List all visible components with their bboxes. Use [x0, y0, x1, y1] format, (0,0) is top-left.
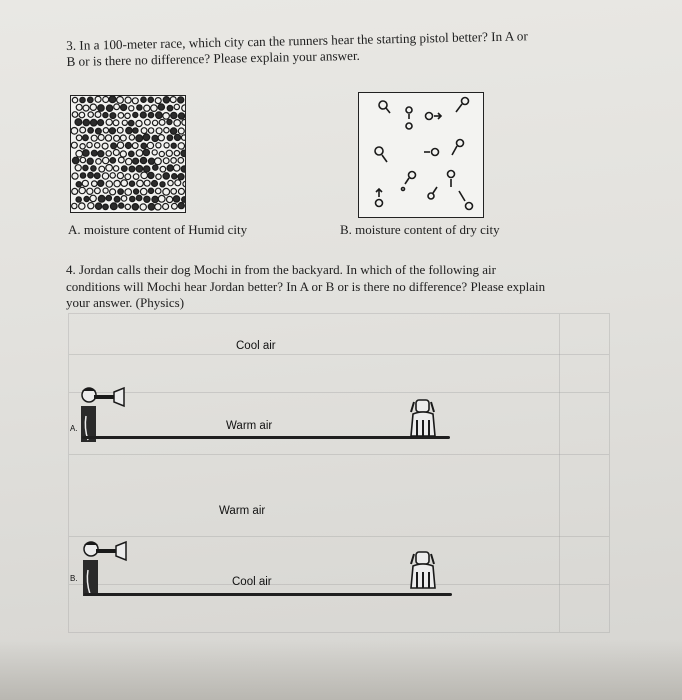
water-molecule — [171, 143, 176, 148]
water-molecule — [95, 112, 101, 118]
question-3-line-1: 3. In a 100-meter race, which city can the runners hear the starting pistol better? In A or — [66, 28, 528, 53]
water-molecule — [87, 188, 93, 194]
water-molecule — [148, 97, 153, 102]
water-molecule — [79, 203, 85, 209]
water-molecule — [90, 104, 96, 110]
water-molecule — [111, 143, 117, 149]
sparse-molecules-illustration — [359, 93, 483, 217]
water-molecule — [103, 188, 108, 193]
water-molecule — [148, 112, 153, 117]
water-molecule — [103, 128, 108, 133]
water-molecule — [129, 135, 134, 140]
water-molecule — [159, 151, 164, 156]
water-molecule — [122, 120, 127, 125]
water-molecule — [175, 180, 181, 186]
bleed-through-table — [68, 313, 610, 633]
molecule-11 — [448, 171, 455, 188]
water-molecule — [95, 203, 101, 209]
water-molecule — [152, 135, 158, 141]
water-molecule — [103, 204, 109, 210]
water-molecule — [114, 196, 120, 202]
option-b-bottom-air-label: Cool air — [232, 576, 272, 588]
water-molecule — [172, 203, 178, 209]
water-molecule — [80, 97, 85, 102]
water-molecule — [90, 119, 97, 126]
water-molecule — [174, 134, 180, 140]
water-molecule — [155, 158, 162, 165]
water-molecule — [129, 181, 134, 186]
water-molecule — [72, 203, 77, 208]
water-molecule — [80, 157, 85, 162]
water-molecule — [83, 150, 90, 157]
water-molecule — [178, 113, 184, 119]
question-4-line-1: 4. Jordan calls their dog Mochi in from the backyard. In which of the following air — [66, 262, 496, 277]
water-molecule — [182, 120, 185, 126]
water-molecule — [136, 150, 143, 157]
water-molecule — [98, 105, 105, 112]
water-molecule — [114, 180, 120, 186]
water-molecule — [126, 158, 132, 164]
water-molecule — [95, 96, 101, 102]
water-molecule — [95, 188, 101, 194]
water-molecule — [80, 144, 85, 149]
humid-city-molecules-panel — [70, 95, 186, 213]
water-molecule — [130, 196, 135, 201]
water-molecule — [170, 128, 176, 134]
water-molecule — [163, 158, 169, 164]
water-molecule — [96, 159, 102, 165]
option-b-letter: B. — [70, 574, 78, 583]
molecule-5 — [375, 147, 387, 162]
water-molecule — [121, 180, 128, 187]
water-molecule — [178, 158, 184, 164]
water-molecule — [163, 204, 169, 210]
water-molecule — [163, 173, 169, 179]
water-molecule — [132, 143, 138, 149]
water-molecule — [121, 104, 127, 110]
water-molecule — [137, 105, 142, 110]
water-molecule — [155, 204, 161, 210]
water-molecule — [125, 189, 132, 196]
molecule-3 — [426, 113, 442, 120]
water-molecule — [90, 195, 96, 201]
water-molecule — [182, 197, 185, 203]
water-molecule — [129, 106, 134, 111]
person-calling-icon — [80, 536, 128, 598]
water-molecule — [174, 120, 181, 127]
water-molecule — [143, 134, 150, 141]
water-molecule — [140, 188, 147, 195]
water-molecule — [156, 128, 162, 134]
molecule-6 — [424, 149, 439, 156]
water-molecule — [72, 173, 78, 179]
water-molecule — [174, 165, 180, 171]
water-molecule — [125, 113, 130, 118]
person-calling-icon — [78, 382, 126, 444]
water-molecule — [110, 203, 117, 210]
water-molecule — [152, 120, 157, 125]
water-molecule — [109, 96, 116, 103]
water-molecule — [76, 182, 81, 187]
water-molecule — [126, 127, 132, 133]
water-molecule — [133, 174, 139, 180]
question-3-line-2: B or is there no difference? Please explain your answer. — [66, 47, 361, 69]
water-molecule — [110, 158, 116, 164]
water-molecule — [98, 120, 104, 126]
water-molecule — [156, 174, 161, 179]
water-molecule — [183, 181, 185, 186]
dog-icon — [405, 549, 443, 593]
water-molecule — [153, 165, 158, 170]
water-molecule — [83, 105, 89, 111]
water-molecule — [88, 128, 94, 134]
water-molecule — [137, 180, 144, 187]
water-molecule — [148, 204, 155, 211]
water-molecule — [88, 203, 94, 209]
water-molecule — [110, 189, 116, 195]
water-molecule — [125, 143, 131, 149]
water-molecule — [136, 120, 142, 126]
water-molecule — [178, 174, 184, 180]
water-molecule — [145, 119, 151, 125]
water-molecule — [98, 195, 105, 202]
water-molecule — [164, 128, 169, 133]
water-molecule — [102, 173, 108, 179]
water-molecule — [163, 97, 169, 103]
water-molecule — [72, 97, 77, 102]
water-molecule — [75, 165, 81, 171]
water-molecule — [80, 173, 85, 178]
molecule-9 — [402, 172, 416, 191]
water-molecule — [72, 188, 78, 194]
water-molecule — [156, 112, 163, 119]
water-molecule — [171, 112, 177, 118]
water-molecule — [178, 203, 184, 209]
water-molecule — [87, 142, 92, 147]
water-molecule — [144, 166, 150, 172]
water-molecule — [148, 172, 154, 178]
water-molecule — [109, 128, 115, 134]
water-molecule — [133, 158, 139, 164]
water-molecule — [152, 150, 157, 155]
water-molecule — [96, 128, 102, 134]
water-molecule — [98, 135, 104, 141]
water-molecule — [133, 112, 138, 117]
water-molecule — [103, 113, 108, 118]
option-a-ground-line — [82, 436, 450, 439]
water-molecule — [106, 151, 111, 156]
water-molecule — [143, 149, 149, 155]
water-molecule — [163, 188, 170, 195]
question-4-line-3: your answer. (Physics) — [66, 295, 185, 310]
water-molecule — [102, 143, 108, 149]
water-molecule — [171, 189, 177, 195]
water-molecule — [76, 150, 83, 157]
caption-dry-city: B. moisture content of dry city — [340, 222, 500, 237]
water-molecule — [140, 157, 146, 163]
water-molecule — [181, 150, 185, 156]
water-molecule — [158, 195, 165, 202]
question-4 — [66, 262, 626, 312]
water-molecule — [83, 165, 88, 170]
water-molecule — [178, 188, 184, 194]
water-molecule — [136, 195, 142, 201]
water-molecule — [174, 151, 179, 156]
water-molecule — [79, 112, 85, 118]
water-molecule — [110, 113, 116, 119]
water-molecule — [88, 97, 94, 103]
water-molecule — [134, 189, 139, 194]
water-molecule — [83, 135, 89, 141]
water-molecule — [160, 166, 166, 172]
water-molecule — [158, 135, 164, 141]
water-molecule — [72, 157, 79, 164]
water-molecule — [129, 166, 135, 172]
water-molecule — [168, 180, 173, 185]
question-4-line-2: conditions will Mochi hear Jordan better? In A or B or is there no difference? Please explain — [66, 278, 546, 294]
water-molecule — [170, 97, 176, 103]
water-molecule — [178, 143, 184, 149]
option-a-letter: A. — [70, 424, 78, 433]
water-molecule — [117, 173, 123, 179]
water-molecule — [132, 204, 138, 210]
water-molecule — [79, 187, 85, 193]
water-molecule — [182, 105, 185, 112]
water-molecule — [91, 150, 97, 156]
water-molecule — [91, 135, 97, 141]
water-molecule — [167, 165, 173, 171]
water-molecule — [114, 104, 120, 110]
water-molecule — [106, 195, 111, 200]
water-molecule — [136, 135, 143, 142]
water-molecule — [125, 204, 130, 209]
water-molecule — [163, 113, 170, 120]
water-molecule — [87, 158, 93, 164]
water-molecule — [76, 104, 82, 110]
molecule-4 — [456, 98, 469, 113]
molecule-12 — [459, 191, 473, 210]
water-molecule — [98, 180, 104, 186]
water-molecule — [172, 174, 177, 179]
water-molecule — [159, 120, 165, 126]
molecule-2 — [406, 107, 412, 129]
water-molecule — [75, 119, 82, 126]
water-molecule — [174, 104, 179, 109]
water-molecule — [166, 150, 172, 156]
water-molecule — [178, 128, 184, 134]
water-molecule — [152, 196, 158, 202]
water-molecule — [158, 104, 164, 110]
molecule-10 — [428, 187, 437, 199]
molecule-7 — [452, 140, 464, 156]
water-molecule — [113, 150, 119, 156]
page-bottom-shadow — [0, 640, 682, 700]
water-molecule — [88, 172, 94, 178]
water-molecule — [141, 143, 147, 149]
water-molecule — [167, 119, 172, 124]
water-molecule — [121, 196, 127, 202]
question-3 — [66, 26, 627, 70]
water-molecule — [98, 151, 104, 157]
dense-molecules-illustration — [71, 96, 185, 212]
water-molecule — [76, 135, 82, 141]
water-molecule — [91, 166, 96, 171]
water-molecule — [147, 142, 153, 148]
water-molecule — [151, 105, 158, 112]
water-molecule — [125, 174, 131, 180]
water-molecule — [84, 196, 89, 201]
water-molecule — [92, 181, 98, 187]
water-molecule — [106, 105, 112, 111]
water-molecule — [120, 151, 126, 157]
molecule-8 — [376, 189, 383, 207]
water-molecule — [181, 135, 185, 140]
water-molecule — [181, 166, 185, 172]
water-molecule — [171, 158, 177, 164]
water-molecule — [141, 97, 146, 102]
option-b-top-air-label: Warm air — [219, 505, 266, 517]
water-molecule — [141, 128, 147, 134]
water-molecule — [140, 204, 146, 210]
water-molecule — [95, 143, 100, 148]
water-molecule — [106, 165, 113, 172]
water-molecule — [105, 135, 111, 141]
water-molecule — [128, 120, 134, 126]
water-molecule — [144, 180, 150, 186]
water-molecule — [141, 172, 148, 179]
water-molecule — [152, 181, 158, 187]
water-molecule — [164, 143, 169, 148]
water-molecule — [178, 97, 184, 103]
water-molecule — [167, 135, 173, 141]
water-molecule — [80, 127, 86, 133]
water-molecule — [99, 166, 105, 172]
water-molecule — [71, 142, 77, 148]
water-molecule — [132, 98, 138, 104]
water-molecule — [88, 112, 93, 117]
water-molecule — [167, 105, 173, 111]
water-molecule — [122, 166, 128, 172]
option-a-bottom-air-label: Warm air — [226, 420, 273, 432]
water-molecule — [120, 135, 126, 141]
water-molecule — [106, 119, 112, 125]
option-b-ground-line — [84, 593, 452, 596]
water-molecule — [119, 203, 124, 208]
water-molecule — [103, 97, 109, 103]
water-molecule — [118, 189, 124, 195]
water-molecule — [118, 113, 124, 119]
water-molecule — [144, 105, 150, 111]
water-molecule — [117, 97, 124, 104]
water-molecule — [136, 166, 143, 173]
water-molecule — [118, 157, 124, 163]
option-a-top-air-label: Cool air — [236, 340, 276, 352]
water-molecule — [125, 97, 131, 103]
dog-icon — [405, 398, 443, 440]
water-molecule — [148, 158, 154, 164]
water-molecule — [94, 173, 100, 179]
water-molecule — [71, 128, 78, 135]
water-molecule — [114, 135, 120, 141]
water-molecule — [155, 188, 161, 194]
water-molecule — [167, 196, 173, 202]
water-molecule — [156, 143, 161, 148]
water-molecule — [103, 157, 109, 163]
water-molecule — [129, 151, 135, 157]
water-molecule — [82, 180, 88, 186]
caption-humid-city: A. moisture content of Humid city — [68, 222, 248, 237]
water-molecule — [155, 98, 161, 104]
water-molecule — [173, 196, 179, 202]
water-molecule — [148, 128, 153, 133]
water-molecule — [76, 197, 81, 202]
water-molecule — [72, 112, 78, 118]
dry-city-molecules-panel — [358, 92, 484, 218]
water-molecule — [117, 142, 123, 148]
water-molecule — [140, 112, 146, 118]
water-molecule — [83, 119, 89, 125]
water-molecule — [148, 188, 153, 193]
water-molecule — [144, 196, 150, 202]
water-molecule — [106, 181, 112, 187]
water-molecule — [117, 127, 123, 133]
water-molecule — [113, 120, 119, 126]
molecule-1 — [379, 101, 390, 113]
water-molecule — [113, 166, 118, 171]
water-molecule — [133, 128, 138, 133]
water-molecule — [110, 173, 115, 178]
water-molecule — [160, 182, 165, 187]
